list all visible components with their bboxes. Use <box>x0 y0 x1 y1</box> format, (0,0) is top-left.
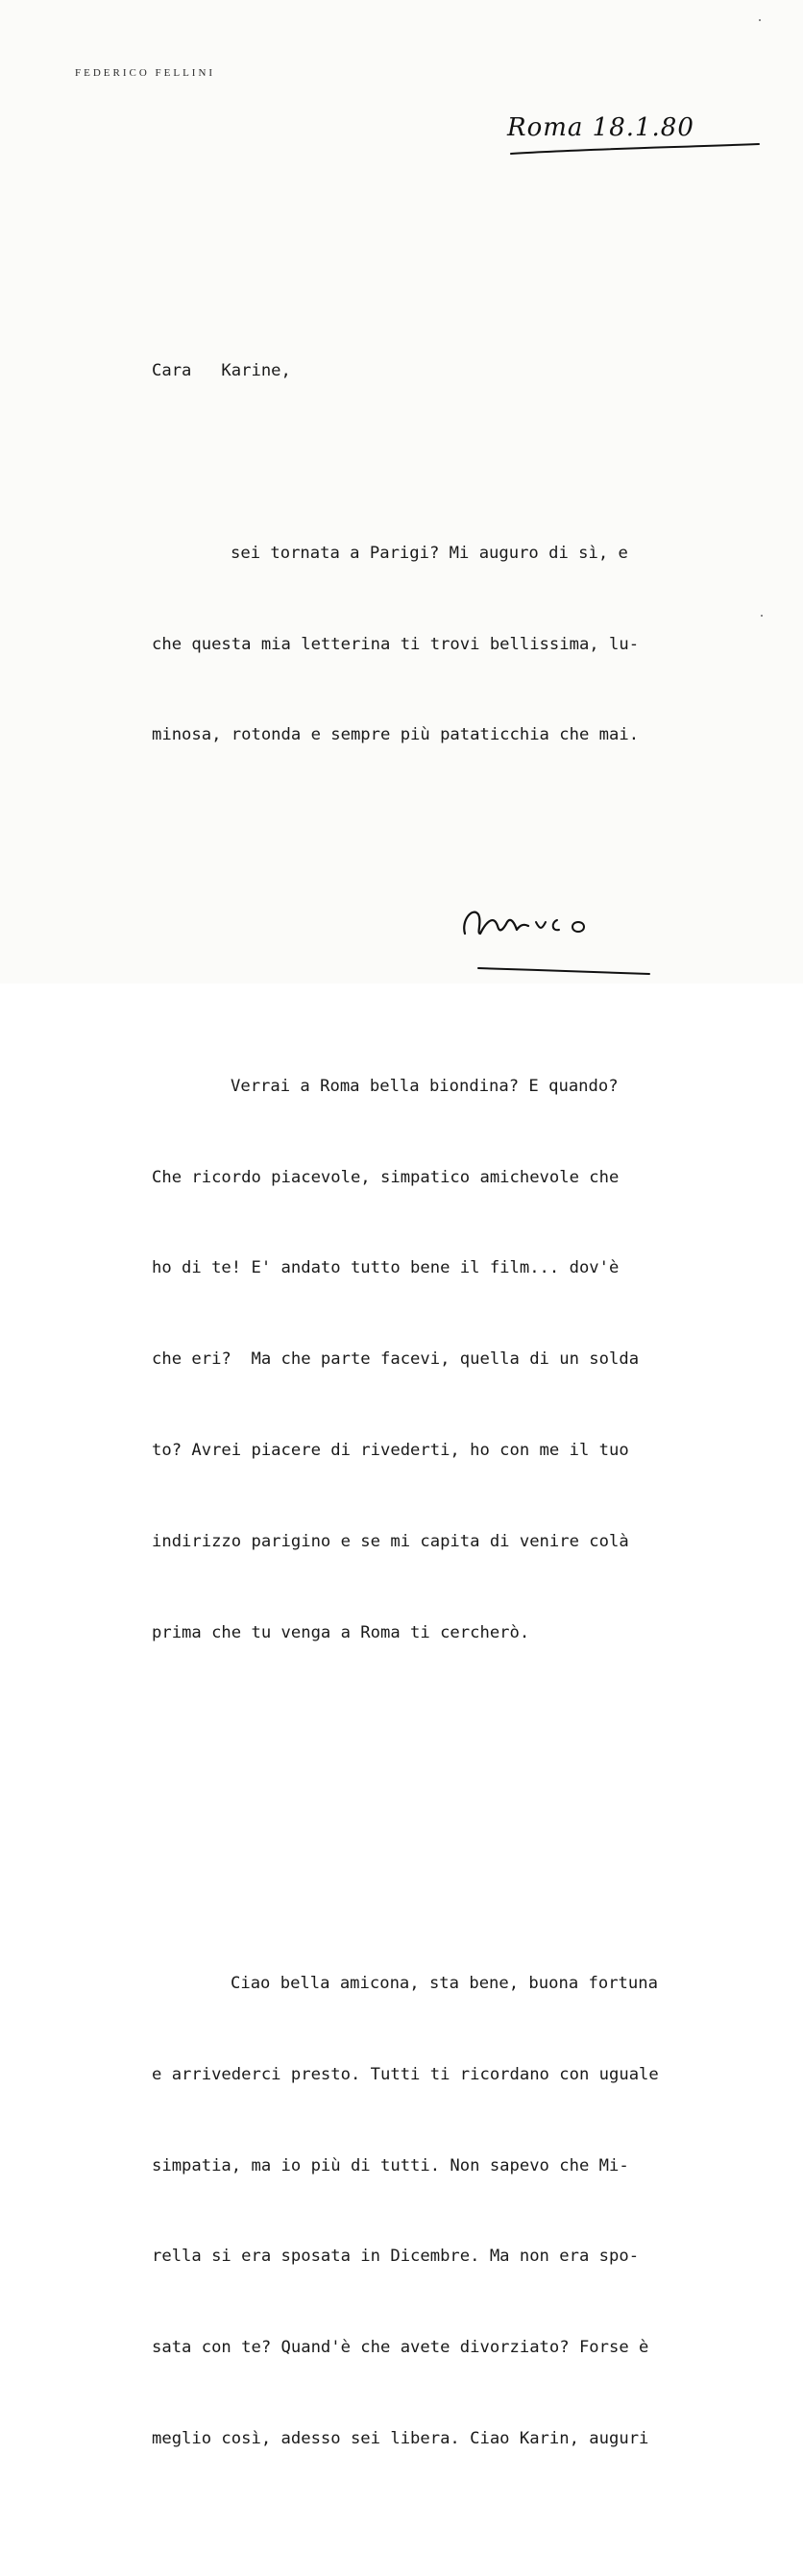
body-line: meglio così, adesso sei libera. Ciao Karin, auguri <box>152 2428 649 2448</box>
body-line: prima che tu venga a Roma ti cercherò. <box>152 1622 530 1642</box>
body-line: che questa mia letterina ti trovi bellissima, lu- <box>152 634 640 654</box>
body-line: minosa, rotonda e sempre più pataticchia che mai. <box>152 725 640 745</box>
body-line: sei tornata a Parigi? Mi auguro di sì, e <box>231 543 628 563</box>
body-line: che eri? Ma che parte facevi, quella di un solda <box>152 1349 640 1370</box>
paper-speck <box>759 19 761 21</box>
letter-body <box>152 296 747 2576</box>
body-line: Ciao bella amicona, sta bene, buona fortuna <box>231 1974 658 1994</box>
handwritten-date <box>507 113 766 171</box>
paragraph-3 <box>152 1908 747 2515</box>
date-underline <box>507 142 766 161</box>
body-line: Che ricordo piacevole, simpatico amichevole che <box>152 1167 620 1187</box>
body-line: indirizzo parigino e se mi capita di venire colà <box>152 1531 629 1551</box>
body-line: simpatia, ma io più di tutti. Non sapevo che Mi- <box>152 2155 629 2175</box>
body-line: Verrai a Roma bella biondina? E quando? <box>231 1076 619 1096</box>
letterhead: FEDERICO FELLINI <box>75 67 216 79</box>
date-text: Roma 18.1.80 <box>507 113 694 142</box>
salutation: Cara Karine, <box>152 361 291 381</box>
body-line: sata con te? Quand'è che avete divorziato? Forse è <box>152 2338 649 2358</box>
body-line: e arrivederci presto. Tutti ti ricordano con uguale <box>152 2064 659 2084</box>
body-line: to? Avrei piacere di rivederti, ho con me il tuo <box>152 1440 629 1460</box>
handwritten-signature <box>459 901 651 978</box>
paragraph-2 <box>152 1011 747 1710</box>
paper-speck <box>761 615 763 617</box>
paragraph-1 <box>152 478 747 813</box>
body-line: ho di te! E' andato tutto bene il film... dov'è <box>152 1258 620 1278</box>
body-line: rella si era sposata in Dicembre. Ma non era spo- <box>152 2247 640 2267</box>
